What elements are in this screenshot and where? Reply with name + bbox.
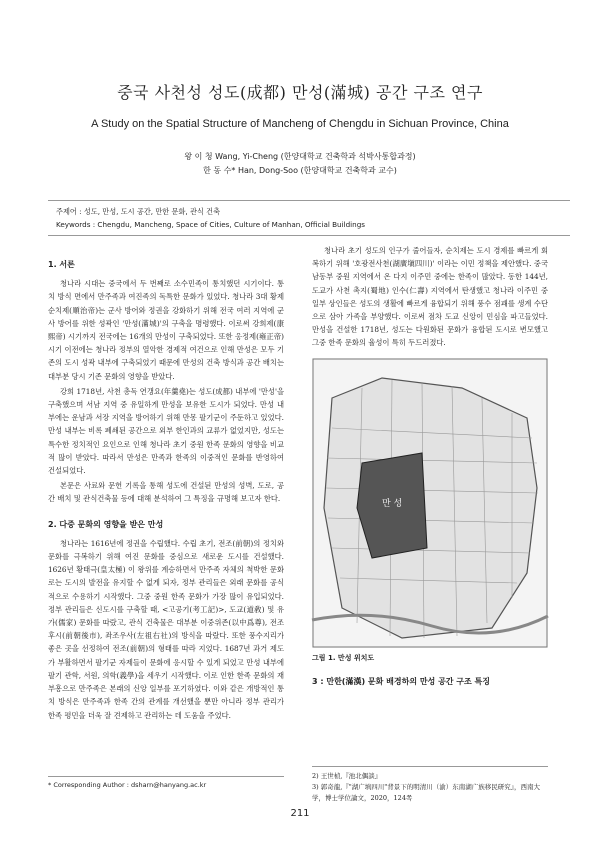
authors-block xyxy=(0,150,600,178)
paper-subtitle: A Study on the Spatial Structure of Mancheng of Chengdu in Sichuan Province, China xyxy=(91,118,509,130)
section-1-paragraph-1: 청나라 시대는 중국에서 두 번째로 소수민족이 통치했던 시기이다. 통치 방식 면에서 만주족과 여진족의 독특한 문화가 있었다. 청나라 3대 황제 순치제(順治帝)는 군사 방어와 정권을 강화하기 위해 전국 여러 지역에 군사 방어를 위한 성곽인 '만성(滿城)'의 구축을 명령했다. 이로써 강희제(康熙帝) 시기까지 전국에는 16개의 만성이 구축되었다. 또한 옹정제(雍正帝) 시기 이전에는 청나라 정부의 열악한 경제적 여건으로 인해 만성은 모두 기존의 도시 성곽 내부에 구축되었기 때문에 만성의 건축 방식과 공간 배치는 대부분 당시 기존 문화의 영향을 받았다. xyxy=(48,279,284,381)
section-2-heading: 2. 다중 문화의 영향을 받은 만성 xyxy=(48,519,164,529)
section-2-paragraph-2: 청나라 초기 성도의 인구가 줄어들자, 순치제는 도시 경제를 빠르게 회복하기 위해 '호광전사천(湖廣塡四川)' 이라는 이민 정책을 제안했다. 중국 남동부 중원 지역에서 온 다지 이주민 중에는 한족이 많았다. 동한 144년, 도교가 사천 촉지(蜀地) 인수(仁壽) 지역에서 탄생했고 청나라 이주민 중 일부 상인들은 성도의 생활에 빠르게 융합되기 위해 풍수 점괘를 생계 수단으로 삼아 가족을 부양했다. 이로써 점차 도교 신앙이 민심을 파고들었다. 만성을 건설한 1718년, 성도는 다원화된 문화가 융합된 도시로 변모했고 그중 한족 문화의 율성이 특히 두드러졌다. xyxy=(312,246,548,348)
city-map-illustration xyxy=(312,358,548,648)
section-2-paragraph-1: 청나라는 1616년에 정권을 수립했다. 수립 초기, 전조(前朝)의 정치와 문화를 극복하기 위해 여진 문화를 중심으로 새로운 도시를 건설했다. 1626년 황태극(皇太極) 이 왕위를 계승하면서 만주족 자체의 척박한 문화로는 도시의 발전을 유지할 수 없게 되자, 정부 관리들은 외래 문화를 공식적으로 수용하기 시작했다. 그중 중원 한족 문화가 가장 많이 유입되었다. 정부 관리들은 신도시를 구축할 때, <고공기(考工記)>, 도교(道敎) 및 유가(儒家) 문화를 따랐고, 관식 건축물은 대부분 이중위존(以中爲尊), 전조후시(前朝後市), 좌조우사(左祖右社)의 방식을 따랐다. 또한 풍수지리가 좋은 곳을 선정하여 전조(前朝)의 형태를 따라 지었다. 1687년 과거 제도가 부활하면서 팔기군 자제들이 문화에 응시할 수 있게 되었고 만성 내부에 팔기 관학, 서원, 의학(義學)을 세우기 시작했다. 이로 인한 한족 문화의 재부흥으로 만주족은 본래의 신앙 일부를 포기하였다. 이와 같은 개방적인 통치 방식은 만주족과 한족 간의 관계를 개선했을 뿐만 아니라 정부 관리가 한족 평민을 더욱 잘 견제하고 관리하는 데 도움을 주었다. xyxy=(48,538,284,720)
author-1: 왕 이 청 Wang, Yi-Cheng (한양대학교 건축학과 석박사통합과정) xyxy=(184,152,416,161)
section-1-heading: 1. 서론 xyxy=(48,260,75,269)
figure-1-caption: 그림 1. 만성 위치도 xyxy=(312,653,375,662)
author-2: 한 동 수* Han, Dong-Soo (한양대학교 건축학과 교수) xyxy=(203,166,397,175)
keywords-korean: 주제어 : 성도, 만성, 도시 공간, 만한 문화, 관식 건축 xyxy=(56,207,221,216)
keywords-box xyxy=(48,200,570,236)
footnote-3: 3) 郭奇龍,『"湖广填四川"背景下的明清川（渝）东南湖广族移民研究』，西南大学，博士学位論文，2020，124쪽 xyxy=(312,783,541,802)
section-3-heading: 3 : 만한(滿漢) 문화 배경하의 만성 공간 구조 특징 xyxy=(312,676,491,686)
right-column xyxy=(312,244,548,688)
page-number: 211 xyxy=(290,808,310,819)
footnote-2: 2) 王世楨,『池北偶談』 xyxy=(312,772,382,780)
corresponding-author: * Corresponding Author : dsharn@hanyang.ac.kr xyxy=(48,776,284,789)
footnotes xyxy=(312,766,548,804)
section-1-paragraph-3: 본문은 사료와 문헌 기록을 통해 성도에 건설된 만성의 성벽, 도로, 공간 배치 및 관식건축물 등에 대해 분석하여 그 특징을 규명해 보고자 한다. xyxy=(48,481,284,504)
map-label-mancheng: 만 성 xyxy=(382,498,403,509)
left-column xyxy=(48,258,284,720)
keywords-english: Keywords : Chengdu, Mancheng, Space of Cities, Culture of Manhan, Official Buildings xyxy=(56,220,366,229)
map-figure xyxy=(312,358,548,648)
paper-title: 중국 사천성 성도(成都) 만성(滿城) 공간 구조 연구 xyxy=(117,83,483,102)
section-1-paragraph-2: 강희 1718년, 사천 총독 연갱요(年羹堯)는 성도(成都) 내부에 '만성'을 구축했으며 서남 지역 중 유일하게 만성을 보유한 도시가 되었다. 만성 내부에는 운남과 서장 지역을 방어하기 위해 만몽 팔기군이 주둔하고 있었다. 만성 내부는 비록 폐쇄된 공간으로 외부 한인과의 교류가 없었지만, 성도는 특수한 정치적인 요인으로 인해 청나라 초기 중원 한족 문화의 영향을 비교적 많이 받았다. 따라서 만성은 만족과 한족의 이중적인 문화를 반영하여 건설되었다. xyxy=(48,386,284,476)
